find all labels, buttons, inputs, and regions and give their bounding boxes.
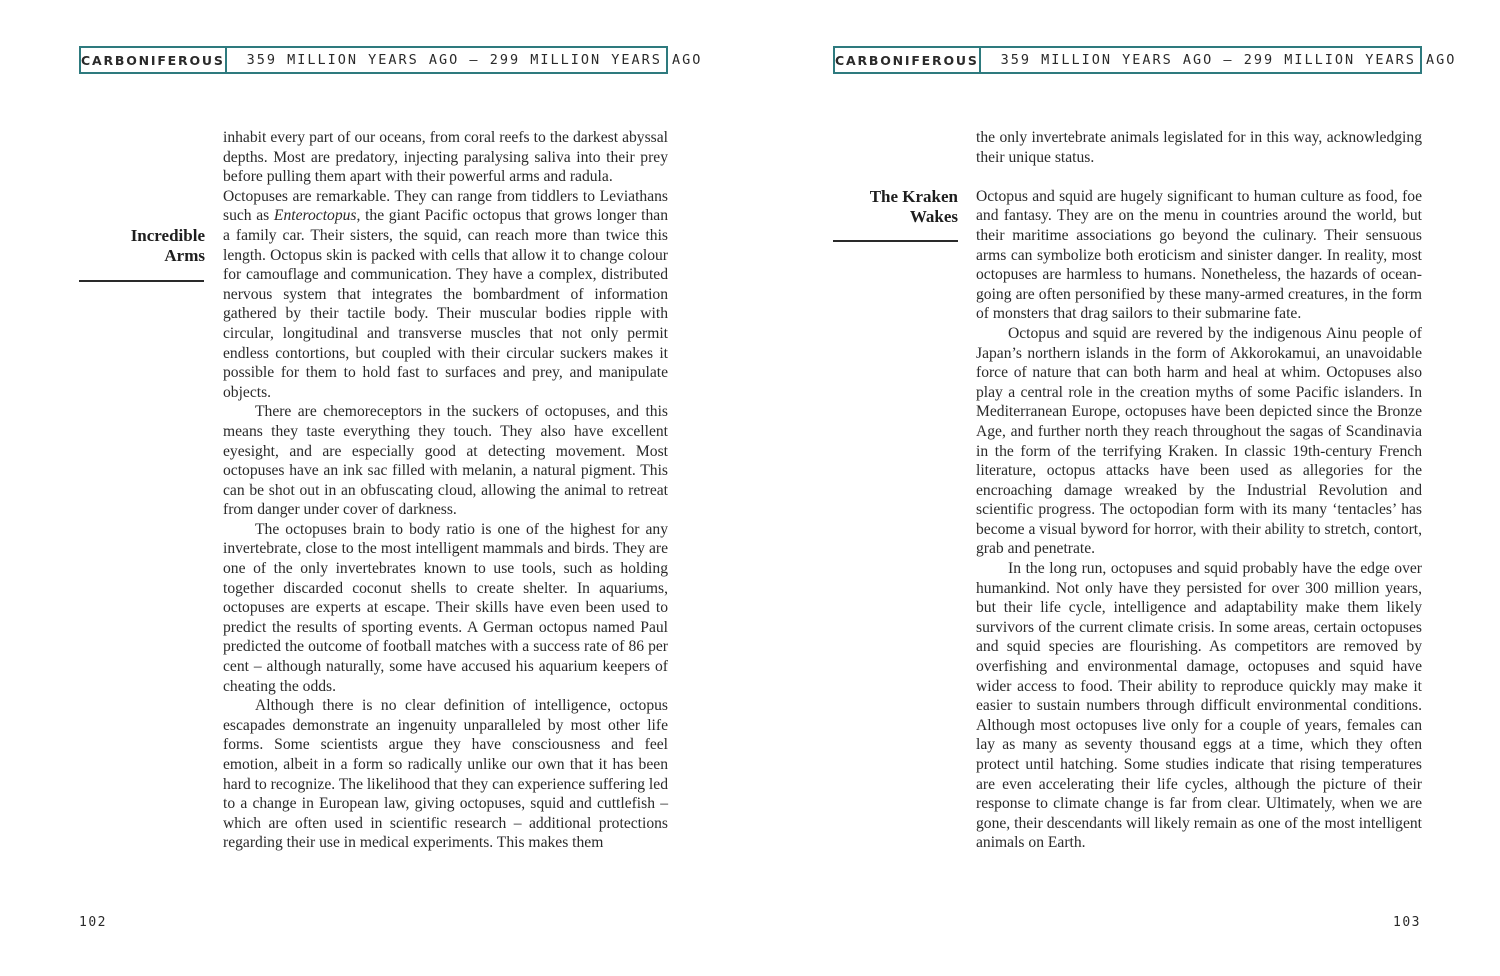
right-side-heading: [833, 187, 958, 226]
left-paragraph-2-rest: , the giant Pacific octopus that grows longer than a family car. Their sisters, the squid, can reach more than twice this length. Octopus skin is packed with cells that allow it to change colour for camouflage and communication. They have a complex, distributed nervous system that integrates the bombardment of information gathered by their tactile body. Their muscular bodies ripple with circular, longitudinal and transverse muscles that not only permit endless contortions, but coupled with their circular suckers makes it possible for them to hold fast to surfaces and prey, and manipulate objects.: [223, 207, 668, 401]
right-running-header: [833, 46, 1457, 74]
right-header-era: CARBONIFEROUS: [835, 48, 981, 72]
left-page-number: 102: [79, 915, 107, 930]
left-paragraph-4: The octopuses brain to body ratio is one of the highest for any invertebrate, close to the most intelligent mammals and birds. They are one of the only invertebrates known to use tools, such as holding together discarded coconut shells to create shelter. In aquariums, octopuses are experts at escape. Their skills have even been used to predict the results of sporting events. A German octopus named Paul predicted the outcome of football matches with a success rate of 86 per cent – although naturally, some have accused his aquarium keepers of cheating the odds.: [223, 520, 668, 695]
left-heading-rule: [79, 280, 204, 282]
left-header-era: CARBONIFEROUS: [81, 48, 227, 72]
right-page-number: 103: [1393, 915, 1421, 930]
left-paragraph-3: There are chemoreceptors in the suckers of octopuses, and this means they taste everything they touch. They also have excellent eyesight, and are especially good at detecting movement. Most octopuses have an ink sac filled with melanin, a natural pigment. This can be shot out in an obfuscating cloud, allowing the animal to retreat from danger under cover of darkness.: [223, 403, 668, 519]
left-header-time-span: 359 MILLION YEARS AGO – 299 MILLION YEARS AGO: [246, 52, 703, 68]
enteroctopus-italic: Enteroctopus: [273, 207, 357, 225]
right-paragraph-1: the only invertebrate animals legislated for in this way, acknowledging their unique status.: [976, 129, 1422, 166]
left-side-heading-line-1: Incredible: [130, 226, 205, 245]
left-paragraph-2-start: Octopuses are remarkable. They can range from tiddlers to Leviathans such as: [223, 187, 668, 225]
right-header-time-span: 359 MILLION YEARS AGO – 299 MILLION YEARS AGO: [1000, 52, 1457, 68]
right-paragraph-3: Octopus and squid are revered by the indigenous Ainu people of Japan’s northern islands in the form of Akkorokamui, an unavoidable force of nature that can both harm and heal at whim. Octopuses also play a central role in the creation myths of some Pacific islanders. In Mediterranean Europe, octopuses have been depicted since the Bronze Age, and further north they reach throughout the sagas of Scandinavia in the form of the terrifying Kraken. In classic 19th-century French literature, octopus attacks have been used as allegories for the encroaching damage wreaked by the Industrial Revolution and scientific progress. The octopodian form with its many ‘tentacles’ has become a visual byword for horror, with their ability to stretch, contort, grab and penetrate.: [976, 324, 1422, 558]
right-paragraph-2: Octopus and squid are hugely significant to human culture as food, foe and fantasy. They are on the menu in countries around the world, but their maritime associations go beyond the culinary. Their sensuous arms can symbolize both eroticism and sinister danger. In reality, most octopuses are harmless to humans. Nonetheless, the hazards of ocean-going are often personified by these many-armed creatures, in the form of monsters that drag sailors to their submarine fate.: [976, 187, 1422, 323]
left-side-heading: [79, 226, 205, 265]
left-paragraph-1: inhabit every part of our oceans, from coral reefs to the darkest abyssal depths. Most are predatory, injecting paralysing saliva into their prey before pulling them apart with their powerful arms and radula.: [223, 129, 668, 186]
right-side-heading-line-1: The Kraken: [869, 187, 958, 206]
right-body-column: [976, 128, 1422, 853]
right-paragraph-4: In the long run, octopuses and squid probably have the edge over humankind. Not only have they persisted for over 300 million years, but their life cycle, intelligence and adaptability make them likely survivors of the current climate crisis. In some areas, certain octopuses and squid species are flourishing. As competitors are removed by overfishing and environmental damage, octopuses and squid have wider access to food. Their ability to reproduce quickly may make it easier to sustain numbers through difficult environmental conditions. Although most octopuses live only for a couple of years, females can lay as many as seventy thousand eggs at a time, which they often protect until hatching. Some studies indicate that rising temperatures are even accelerating their life cycles, although the picture of their response to climate change is far from clear. Ultimately, when we are gone, their descendants will likely remain as one of the most intelligent animals on Earth.: [976, 560, 1422, 852]
right-heading-rule: [833, 240, 958, 242]
left-side-heading-line-2: Arms: [164, 245, 205, 265]
left-body-column: [223, 128, 668, 853]
left-paragraph-2: [223, 187, 668, 403]
left-paragraph-5: Although there is no clear definition of intelligence, octopus escapades demonstrate an ingenuity unparalleled by most other life forms. Some scientists argue they have consciousness and feel emotion, albeit in a form so radically unlike our own that it has been hard to recognize. The likelihood that they can experience suffering led to a change in European law, giving octopuses, squid and cuttlefish – which are often used in scientific research – additional protections regarding their use in medical experiments. This makes them: [223, 697, 668, 852]
right-side-heading-line-2: Wakes: [909, 206, 958, 226]
left-running-header: [79, 46, 703, 74]
